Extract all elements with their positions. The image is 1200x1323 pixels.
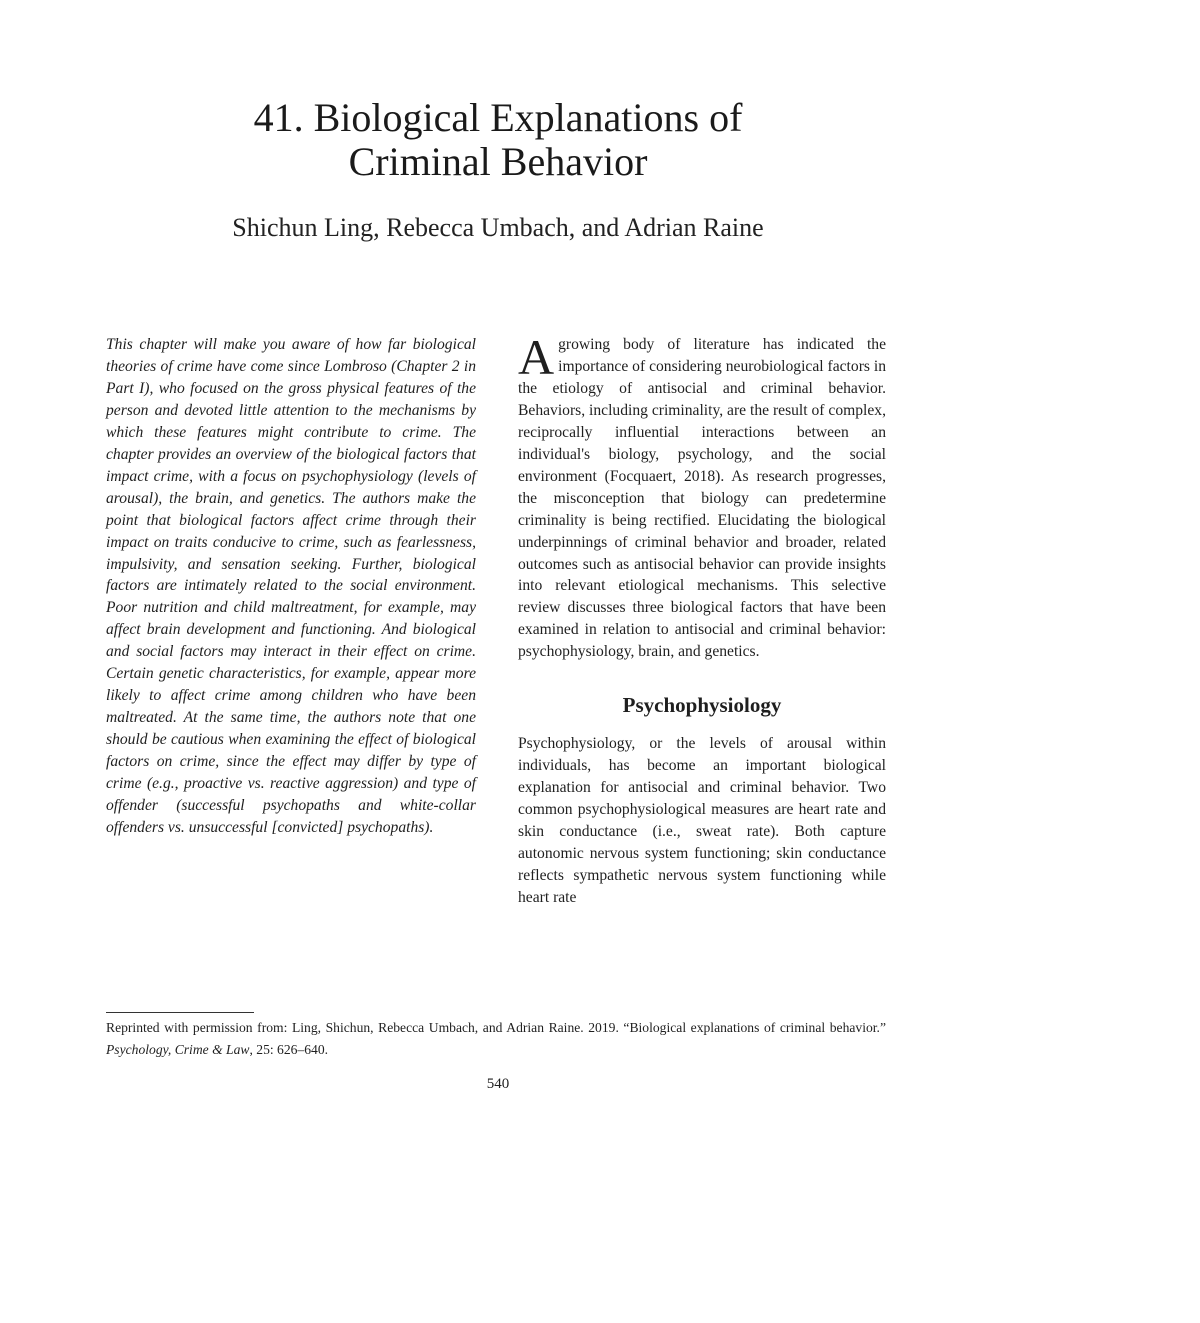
page-number: 540: [486, 1076, 510, 1092]
footnote: [106, 1017, 886, 1060]
drop-cap: A: [518, 329, 555, 385]
section-heading: Psychophysiology: [622, 693, 782, 718]
chapter-title-line-2: Criminal Behavior: [348, 139, 648, 184]
body-column: [518, 329, 886, 909]
section-paragraph: Psychophysiology, or the levels of arousal within individuals, has become an important biological explanation for antisocial and criminal behavior. Two common psychophysiological measures are heart rate and skin conductance (i.e., sweat rate). Both capture autonomic nervous system functioning; skin conductance reflects sympathetic nervous system functioning while heart rate: [518, 735, 886, 906]
chapter-abstract: This chapter will make you aware of how far biological theories of crime have come since Lombroso (Chapter 2 in Part I), who focused on the gross physical features of the person and devoted little attention to the mechanisms by which these features might contribute to crime. The chapter provides an overview of the biological factors that impact crime, with a focus on psychophysiology (levels of arousal), the brain, and genetics. The authors make the point that biological factors affect crime through their impact on traits conducive to crime, such as fearlessness, impulsivity, and sensation seeking. Further, biological factors are intimately related to the social environment. Poor nutrition and child maltreatment, for example, may affect brain development and functioning. And biological and social factors may interact in their effect on crime. Certain genetic characteristics, for example, appear more likely to affect crime among children who have been maltreated. At the same time, the authors note that one should be cautious when examining the effect of biological factors on crime, since the effect may differ by type of crime (e.g., proactive vs. reactive aggression) and type of offender (successful psychopaths and white-collar offenders vs. unsuccessful [convicted] psychopaths).: [106, 336, 476, 836]
footnote-journal: Psychology, Crime & Law: [106, 1041, 250, 1057]
chapter-title: [200, 96, 796, 184]
chapter-title-line-1: 41. Biological Explanations of: [253, 95, 743, 140]
footnote-tail: , 25: 626–640.: [249, 1041, 329, 1057]
footnote-lead: Reprinted with permission from: Ling, Shichun, Rebecca Umbach, and Adrian Raine. 2019. “Biological explanations of criminal behavior.”: [106, 1020, 886, 1035]
footnote-rule: [106, 1012, 254, 1013]
chapter-authors: Shichun Ling, Rebecca Umbach, and Adrian Raine: [232, 213, 764, 242]
intro-text: growing body of literature has indicated the importance of considering neurobiological factors in the etiology of antisocial and criminal behavior. Behaviors, including criminality, are the result of complex, reciprocally influential interactions between an individual's biology, psychology, and the social environment (Focquaert, 2018). As research progresses, the misconception that biology can predetermine criminality is being rectified. Elucidating the biological underpinnings of criminal behavior and broader, related outcomes such as antisocial behavior can provide insights into relevant etiological mechanisms. This selective review discusses three biological factors that have been examined in relation to antisocial and criminal behavior: psychophysiology, brain, and genetics.: [518, 336, 886, 661]
intro-paragraph: [518, 329, 886, 663]
